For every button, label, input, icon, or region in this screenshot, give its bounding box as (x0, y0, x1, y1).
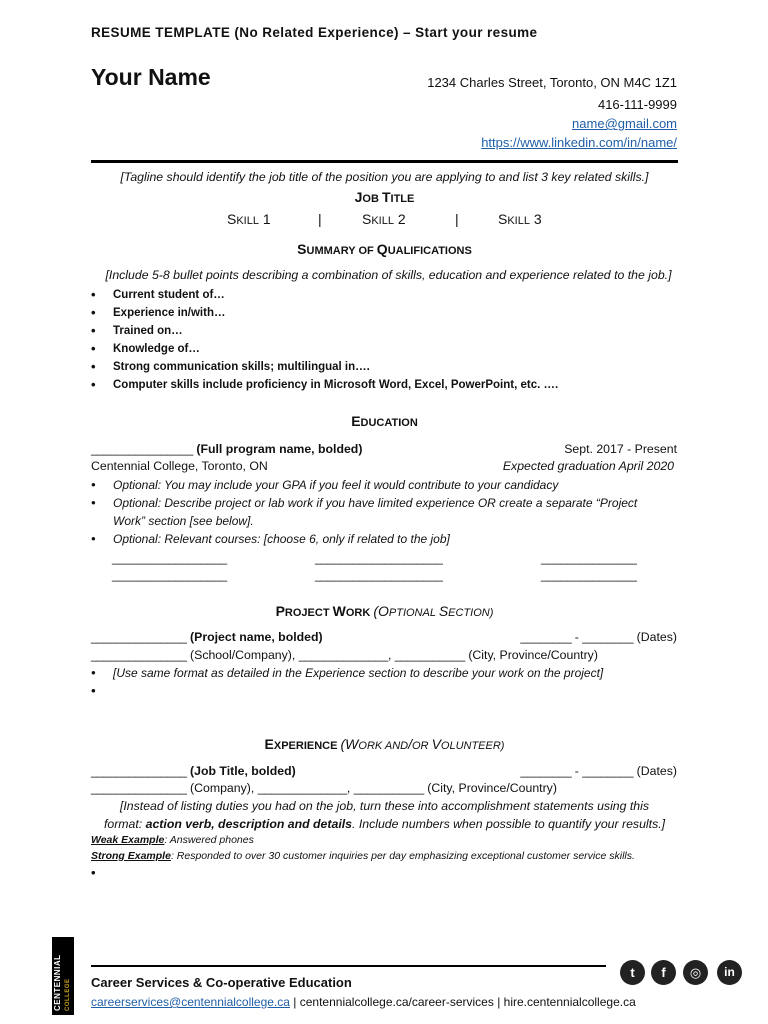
instagram-icon[interactable]: ◎ (683, 960, 708, 985)
skill-separator: | (318, 211, 322, 227)
summary-heading: SUMMARY OF QUALIFICATIONS (297, 241, 472, 257)
skill-2: SKILL 2 (362, 211, 406, 227)
education-dates: Sept. 2017 - Present (564, 442, 677, 456)
twitter-icon[interactable]: t (620, 960, 645, 985)
list-item: • Optional: Relevant courses: [choose 6, only if related to the job] (91, 530, 691, 548)
expected-graduation: Expected graduation April 2020 (502, 459, 674, 473)
template-title: RESUME TEMPLATE (No Related Experience) – Start your resume (91, 25, 538, 40)
list-item: • Strong communication skills; multilingual in…. (91, 358, 691, 376)
project-heading: PROJECT WORK (OPTIONAL SECTION) (275, 603, 494, 619)
company-line: _______________ (Company), ______________, ___________ (City, Province/Country) (91, 781, 557, 795)
list-item: • Optional: You may include your GPA if you feel it would contribute to your candidacy (91, 476, 691, 494)
hire-link[interactable]: hire.centennialcollege.ca (503, 995, 636, 1009)
job-title-line: _______________ (Job Title, bolded) (91, 764, 296, 778)
course-blank: ____________________ (315, 568, 443, 582)
program-line: ________________ (Full program name, bolded) (91, 442, 363, 456)
summary-list (91, 286, 691, 394)
education-heading: EDUCATION (351, 413, 418, 429)
summary-instruction: [Include 5-8 bullet points describing a combination of skills, education and experience related to the job.] (105, 268, 672, 282)
course-blank: ____________________ (315, 551, 443, 565)
project-location-line: _______________ (School/Company), ______________, ___________ (City, Province/Country) (91, 648, 598, 662)
project-list (91, 664, 691, 682)
project-dates: ________ - ________ (Dates) (520, 630, 677, 644)
linkedin-icon[interactable]: in (717, 960, 742, 985)
skill-separator: | (455, 211, 459, 227)
tagline-instruction: [Tagline should identify the job title of the position you are applying to and list 3 key related skills.] (120, 170, 649, 184)
footer-email-link[interactable]: careerservices@centennialcollege.ca (91, 995, 290, 1009)
experience-instruction-2: format: action verb, description and details. Include numbers when possible to quantify your results.] (103, 817, 666, 831)
header-divider (91, 160, 678, 163)
college-logo-text: CENTENNIAL COLLEGE (53, 954, 71, 1011)
list-item: • Optional: Describe project or lab work if you have limited experience OR create a separate “Project Work” section [see below]. (91, 494, 691, 530)
phone: 416-111-9999 (597, 97, 677, 112)
list-item: • [Use same format as detailed in the Experience section to describe your work on the project] (91, 664, 691, 682)
skill-1: SKILL 1 (227, 211, 271, 227)
job-dates: ________ - ________ (Dates) (520, 764, 677, 778)
project-name-line: _______________ (Project name, bolded) (91, 630, 323, 644)
experience-instruction: [Instead of listing duties you had on the job, turn these into accomplishment statements using this (119, 799, 650, 813)
list-item: • Trained on… (91, 322, 691, 340)
address: 1234 Charles Street, Toronto, ON M4C 1Z1 (427, 75, 677, 90)
list-item: • Experience in/with… (91, 304, 691, 322)
footer-divider (91, 965, 606, 967)
email-link[interactable]: name@gmail.com (572, 116, 677, 131)
education-list (91, 476, 691, 548)
course-blank: _______________ (541, 551, 637, 565)
career-services-link[interactable]: centennialcollege.ca/career-services (299, 995, 494, 1009)
course-blank: _______________ (541, 568, 637, 582)
candidate-name: Your Name (91, 64, 211, 90)
course-blank: __________________ (112, 551, 227, 565)
skill-3: SKILL 3 (498, 211, 542, 227)
footer-links: careerservices@centennialcollege.ca | centennialcollege.ca/career-services | hire.centennialcollege.ca (91, 995, 636, 1009)
list-item: • Current student of… (91, 286, 691, 304)
weak-example: Weak Example: Answered phones (91, 834, 254, 846)
strong-example: Strong Example: Responded to over 30 customer inquiries per day emphasizing exceptional customer service skills. (91, 850, 635, 862)
experience-heading: EXPERIENCE (WORK AND/OR VOLUNTEER) (264, 736, 505, 752)
facebook-icon[interactable]: f (651, 960, 676, 985)
job-title: JOB TITLE (354, 189, 415, 205)
list-item: • Computer skills include proficiency in Microsoft Word, Excel, PowerPoint, etc. …. (91, 376, 691, 394)
linkedin-link[interactable]: https://www.linkedin.com/in/name/ (481, 135, 677, 150)
school-name: Centennial College, Toronto, ON (91, 459, 268, 473)
footer-title: Career Services & Co-operative Education (91, 975, 352, 990)
list-item: • Knowledge of… (91, 340, 691, 358)
course-blank: __________________ (112, 568, 227, 582)
